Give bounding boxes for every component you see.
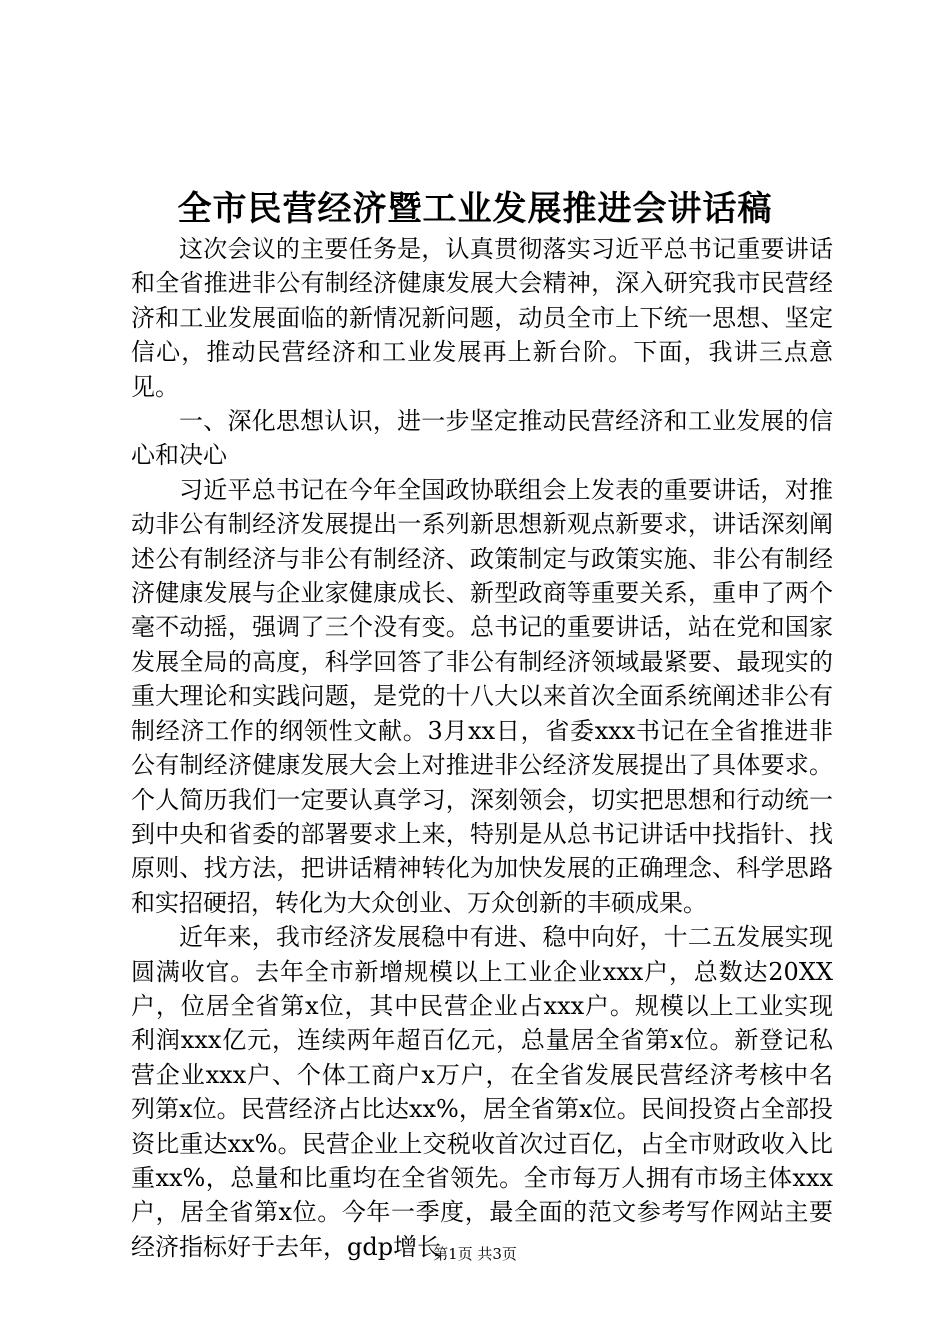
document-title: 全市民营经济暨工业发展推进会讲话稿 xyxy=(177,189,773,229)
document-body xyxy=(131,232,833,1264)
section-heading-1: 一、深化思想认识，进一步坚定推动民营经济和工业发展的信心和决心 xyxy=(131,407,833,470)
paragraph-economy: 近年来，我市经济发展稳中有进、稳中向好，十二五发展实现圆满收官。去年全市新增规模以上工业企业xxx户，总数达20XX户，位居全省第x位，其中民营企业占xxx户。规模以上工业实现利润xxx亿元，连续两年超百亿元，总量居全省第x位。新登记私营企业xxx户、个体工商户x万户，在全省发展民营经济考核中名列第x位。民营经济占比达xx%，居全省第x位。民间投资占全部投资比重达xx%。民营企业上交税收首次过百亿，占全市财政收入比重xx%，总量和比重均在全省领先。全市每万人拥有市场主体xxx户，居全省第x位。今年一季度，最全面的范文参考写作网站主要经济指标好于去年，gdp增长 xyxy=(131,923,833,1261)
paragraph-intro: 这次会议的主要任务是，认真贯彻落实习近平总书记重要讲话和全省推进非公有制经济健康发展大会精神，深入研究我市民营经济和工业发展面临的新情况新问题，动员全市上下统一思想、坚定信心，推动民营经济和工业发展再上新台阶。下面，我讲三点意见。 xyxy=(131,235,833,401)
paragraph-speech: 习近平总书记在今年全国政协联组会上发表的重要讲话，对推动非公有制经济发展提出一系列新思想新观点新要求，讲话深刻阐述公有制经济与非公有制经济、政策制定与政策实施、非公有制经济健康发展与企业家健康成长、新型政商等重要关系，重申了两个毫不动摇，强调了三个没有变。总书记的重要讲话，站在党和国家发展全局的高度，科学回答了非公有制经济领域最紧要、最现实的重大理论和实践问题，是党的十八大以来首次全面系统阐述非公有制经济工作的纲领性文献。3月xx日，省委xxx书记在全省推进非公有制经济健康发展大会上对推进非公经济发展提出了具体要求。个人简历我们一定要认真学习，深刻领会，切实把思想和行动统一到中央和省委的部署要求上来，特别是从总书记讲话中找指针、找原则、找方法，把讲话精神转化为加快发展的正确理念、科学思路和实招硬招，转化为大众创业、万众创新的丰硕成果。 xyxy=(131,475,833,917)
page-footer: 第1页 共3页 xyxy=(433,1245,517,1263)
